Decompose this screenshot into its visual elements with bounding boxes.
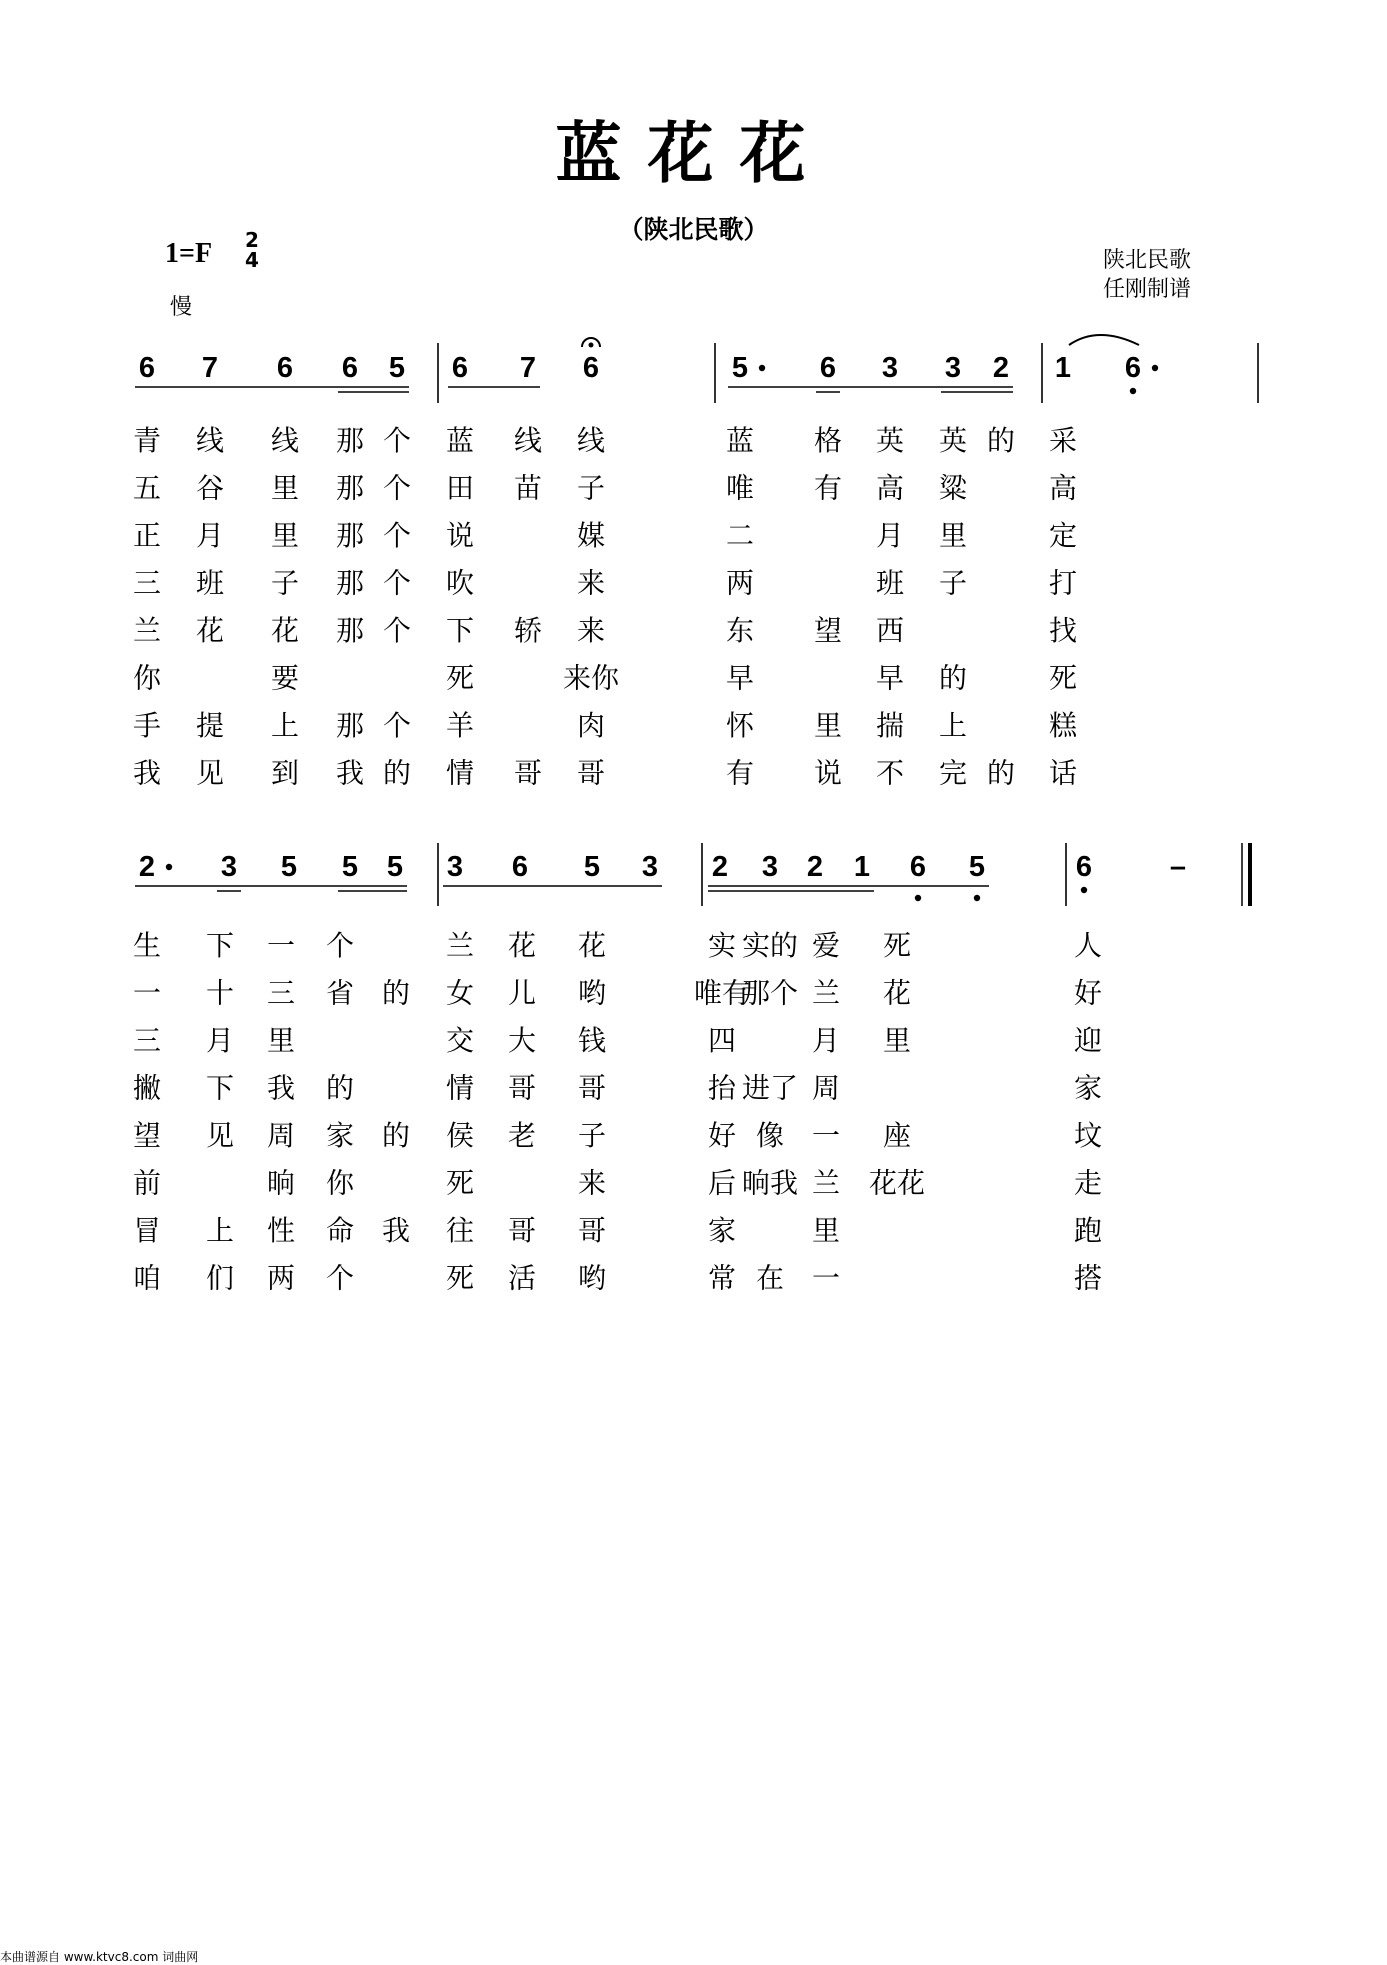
note-digit: –: [1169, 851, 1187, 883]
lyric-syllable: 老: [507, 1119, 537, 1152]
note-digit: 3: [881, 352, 899, 384]
lyric-syllable: 进了: [741, 1071, 799, 1105]
lyric-syllable: 爱: [811, 929, 841, 962]
lyric-syllable: 你: [325, 1166, 355, 1200]
lyric-syllable: 钱: [577, 1024, 607, 1057]
lyric-syllable: 英: [875, 424, 905, 457]
note-digit: 6: [1075, 851, 1093, 883]
lyric-syllable: 谷: [195, 471, 225, 505]
augmentation-dot: [1152, 365, 1158, 371]
lyric-syllable: 来: [576, 614, 606, 647]
lyric-syllable: 我: [266, 1071, 296, 1105]
lyric-syllable: 那: [335, 566, 365, 600]
note-digit: 3: [944, 352, 962, 384]
lyric-syllable: 家: [707, 1214, 737, 1247]
lyric-syllable: 抬: [707, 1071, 737, 1105]
lyric-syllable: 三: [266, 976, 296, 1010]
lyric-syllable: 晌: [266, 1166, 296, 1200]
lyric-syllable: 我: [381, 1214, 411, 1247]
lyric-syllable: 苗: [513, 471, 543, 505]
lyric-syllable: 个: [382, 614, 412, 647]
lyric-syllable: 的: [381, 976, 411, 1010]
lyric-syllable: 兰: [811, 976, 841, 1010]
note-digit: 6: [341, 352, 359, 384]
lyric-syllable: 班: [875, 566, 905, 600]
lyric-syllable: 里: [813, 709, 843, 742]
lyric-syllable: 线: [270, 424, 300, 457]
lyric-syllable: 找: [1048, 614, 1078, 647]
low-octave-dot: [1081, 887, 1087, 893]
lyric-syllable: 高: [875, 471, 905, 505]
lyric-syllable: 正: [132, 519, 162, 552]
lyric-syllable: 人: [1073, 929, 1103, 962]
lyric-syllable: 哥: [507, 1071, 537, 1105]
lyric-syllable: 西: [875, 614, 905, 647]
note-digit: 3: [761, 851, 779, 883]
lyric-syllable: 的: [381, 1119, 411, 1152]
augmentation-dot: [166, 864, 172, 870]
note-digit: 2: [138, 851, 156, 883]
lyric-syllable: 见: [195, 756, 225, 790]
lyric-syllable: 周: [266, 1119, 296, 1152]
lyric-syllable: 望: [813, 614, 843, 647]
lyric-syllable: 望: [132, 1119, 162, 1152]
lyric-syllable: 五: [132, 471, 162, 505]
augmentation-dot: [759, 365, 765, 371]
lyric-syllable: 要: [270, 661, 300, 695]
lyric-syllable: 迎: [1073, 1024, 1103, 1057]
lyric-syllable: 定: [1048, 519, 1078, 552]
lyric-syllable: 兰: [811, 1166, 841, 1200]
lyric-syllable: 下: [205, 1071, 235, 1105]
note-digit: 5: [968, 851, 986, 883]
low-octave-dot: [1130, 388, 1136, 394]
lyric-syllable: 唯有: [693, 976, 751, 1010]
lyric-syllable: 子: [577, 1119, 607, 1152]
lyric-syllable: 大: [507, 1024, 537, 1057]
lyric-syllable: 在: [755, 1261, 785, 1295]
lyric-syllable: 早: [875, 661, 905, 695]
lyric-syllable: 死: [882, 929, 912, 962]
lyric-syllable: 个: [382, 519, 412, 552]
time-signature-top: 2: [245, 228, 259, 252]
lyric-syllable: 那: [335, 709, 365, 742]
lyric-syllable: 线: [513, 424, 543, 457]
lyric-syllable: 花: [270, 614, 300, 647]
lyric-syllable: 下: [205, 929, 235, 962]
lyric-syllable: 肉: [576, 709, 606, 742]
lyric-syllable: 田: [445, 471, 475, 505]
lyric-syllable: 走: [1073, 1166, 1103, 1200]
note-digit: 6: [511, 851, 529, 883]
lyric-syllable: 好: [707, 1119, 737, 1152]
lyric-syllable: 三: [132, 1024, 162, 1057]
lyric-syllable: 一: [266, 929, 296, 962]
lyric-syllable: 的: [382, 756, 412, 790]
source-credit: 陕北民歌: [1103, 248, 1192, 273]
note-digit: 7: [519, 352, 537, 384]
lyric-syllable: 哥: [577, 1214, 607, 1247]
low-octave-dot: [915, 895, 921, 901]
lyric-syllable: 里: [811, 1214, 841, 1247]
lyric-syllable: 搭: [1073, 1261, 1103, 1295]
note-digit: 2: [806, 851, 824, 883]
lyric-syllable: 哥: [513, 756, 543, 790]
time-signature-bottom: 4: [245, 248, 259, 272]
lyric-syllable: 花: [882, 976, 912, 1010]
lyric-syllable: 三: [132, 566, 162, 600]
note-digit: 6: [582, 352, 600, 384]
lyric-syllable: 常: [707, 1261, 737, 1295]
lyric-syllable: 线: [576, 424, 606, 457]
lyric-syllable: 个: [325, 929, 355, 962]
lyric-syllable: 一: [132, 976, 162, 1010]
note-digit: 5: [583, 851, 601, 883]
lyric-syllable: 的: [986, 424, 1016, 457]
lyric-syllable: 花花: [868, 1166, 926, 1200]
lyric-syllable: 上: [938, 709, 968, 742]
lyric-syllable: 下: [445, 614, 475, 647]
lyric-syllable: 吹: [445, 566, 475, 600]
lyric-syllable: 花: [577, 929, 607, 962]
lyric-syllable: 打: [1048, 566, 1078, 600]
lyric-syllable: 糕: [1048, 709, 1078, 742]
lyric-syllable: 班: [195, 566, 225, 600]
lyric-syllable: 格: [813, 424, 843, 457]
lyric-syllable: 东: [725, 614, 755, 647]
lyric-syllable: 死: [1048, 661, 1078, 695]
lyric-syllable: 交: [445, 1024, 475, 1057]
lyric-syllable: 话: [1048, 756, 1078, 790]
lyric-syllable: 撇: [132, 1071, 162, 1105]
lyric-syllable: 个: [382, 424, 412, 457]
note-digit: 6: [451, 352, 469, 384]
lyric-syllable: 个: [325, 1261, 355, 1295]
lyric-syllable: 蓝: [725, 424, 755, 457]
lyric-syllable: 哥: [507, 1214, 537, 1247]
lyric-syllable: 粱: [938, 471, 968, 505]
note-digit: 5: [388, 352, 406, 384]
lyric-syllable: 省: [325, 976, 355, 1010]
note-digit: 5: [341, 851, 359, 883]
lyric-syllable: 哟: [577, 1261, 607, 1295]
lyric-syllable: 不: [875, 756, 905, 790]
lyric-syllable: 采: [1048, 424, 1078, 457]
lyric-syllable: 死: [445, 1261, 475, 1295]
key-signature: 1=F: [165, 238, 213, 269]
lyric-syllable: 座: [882, 1119, 912, 1152]
lyric-syllable: 有: [813, 471, 843, 505]
note-digit: 1: [853, 851, 871, 883]
lyric-syllable: 十: [205, 976, 235, 1010]
lyric-syllable: 月: [195, 519, 225, 552]
lyric-syllable: 生: [132, 929, 162, 962]
lyric-syllable: 子: [938, 566, 968, 600]
lyric-syllable: 家: [1073, 1071, 1103, 1105]
lyric-syllable: 花: [195, 614, 225, 647]
lyric-syllable: 好: [1073, 976, 1103, 1010]
lyric-syllable: 坟: [1073, 1119, 1103, 1152]
lyric-syllable: 来: [577, 1166, 607, 1200]
lyric-syllable: 的: [325, 1071, 355, 1105]
lyric-syllable: 青: [132, 424, 162, 457]
note-digit: 2: [992, 352, 1010, 384]
lyric-syllable: 提: [195, 709, 225, 742]
lyric-syllable: 像: [755, 1119, 785, 1152]
lyric-syllable: 个: [382, 471, 412, 505]
lyric-syllable: 来你: [562, 661, 620, 695]
lyric-syllable: 哥: [576, 756, 606, 790]
lyric-syllable: 四: [707, 1024, 737, 1057]
lyric-syllable: 线: [195, 424, 225, 457]
footer-source-note: 本曲谱源自 www.ktvc8.com 词曲网: [0, 1950, 199, 1964]
lyric-syllable: 前: [132, 1166, 162, 1200]
lyric-syllable: 兰: [132, 614, 162, 647]
lyric-syllable: 晌我: [741, 1166, 799, 1200]
note-digit: 6: [909, 851, 927, 883]
lyric-syllable: 死: [445, 661, 475, 695]
lyric-syllable: 月: [875, 519, 905, 552]
lyric-syllable: 们: [205, 1261, 235, 1295]
lyric-syllable: 那: [335, 471, 365, 505]
song-subtitle: （陕北民歌）: [618, 215, 769, 244]
lyric-syllable: 有: [725, 756, 755, 790]
lyric-syllable: 英: [938, 424, 968, 457]
note-digit: 6: [276, 352, 294, 384]
fermata-dot: [589, 343, 594, 348]
lyric-syllable: 情: [445, 1071, 475, 1105]
lyric-syllable: 实: [707, 929, 737, 962]
lyric-syllable: 唯: [725, 471, 755, 505]
lyric-syllable: 儿: [507, 976, 537, 1010]
lyric-syllable: 高: [1048, 471, 1078, 505]
lyric-syllable: 里: [266, 1024, 296, 1057]
lyric-syllable: 个: [382, 566, 412, 600]
lyric-syllable: 早: [725, 661, 755, 695]
lyric-syllable: 侯: [445, 1119, 475, 1152]
lyric-syllable: 我: [132, 756, 162, 790]
lyric-syllable: 两: [266, 1261, 296, 1295]
note-digit: 3: [220, 851, 238, 883]
song-title: 蓝花花: [555, 114, 832, 192]
lyric-syllable: 上: [270, 709, 300, 742]
lyric-syllable: 实的: [741, 929, 799, 962]
lyric-syllable: 子: [576, 471, 606, 505]
lyric-syllable: 那: [335, 424, 365, 457]
lyric-syllable: 两: [725, 566, 755, 600]
lyric-syllable: 二: [725, 519, 755, 552]
lyric-syllable: 花: [507, 929, 537, 962]
lyric-syllable: 周: [811, 1071, 841, 1105]
note-digit: 7: [201, 352, 219, 384]
note-digit: 1: [1054, 352, 1072, 384]
lyric-syllable: 跑: [1073, 1214, 1103, 1247]
lyric-syllable: 月: [205, 1024, 235, 1057]
lyric-syllable: 来: [576, 566, 606, 600]
lyric-syllable: 蓝: [445, 424, 475, 457]
lyric-syllable: 我: [335, 756, 365, 790]
lyric-syllable: 性: [266, 1214, 296, 1247]
low-octave-dot: [974, 895, 980, 901]
lyric-syllable: 见: [205, 1119, 235, 1152]
lyric-syllable: 里: [270, 471, 300, 505]
lyric-syllable: 怀: [725, 709, 755, 742]
lyric-syllable: 的: [986, 756, 1016, 790]
lyric-syllable: 你: [132, 661, 162, 695]
note-digit: 6: [138, 352, 156, 384]
note-digit: 6: [1124, 352, 1142, 384]
lyric-syllable: 咱: [132, 1261, 162, 1295]
lyric-syllable: 往: [445, 1214, 475, 1247]
lyric-syllable: 家: [325, 1119, 355, 1152]
lyric-syllable: 完: [938, 756, 968, 790]
arranger-credit: 任刚制谱: [1103, 277, 1192, 302]
lyric-syllable: 女: [445, 976, 475, 1010]
lyric-syllable: 死: [445, 1166, 475, 1200]
tie-slur: [1069, 335, 1139, 345]
lyric-syllable: 那: [335, 519, 365, 552]
note-digit: 6: [819, 352, 837, 384]
lyric-syllable: 里: [882, 1024, 912, 1057]
note-digit: 5: [731, 352, 749, 384]
lyric-syllable: 个: [382, 709, 412, 742]
lyric-syllable: 哟: [577, 976, 607, 1010]
lyric-syllable: 到: [270, 756, 300, 790]
lyric-syllable: 月: [811, 1024, 841, 1057]
lyric-syllable: 命: [325, 1214, 355, 1247]
note-digit: 2: [711, 851, 729, 883]
note-digit: 5: [386, 851, 404, 883]
lyric-syllable: 羊: [445, 709, 475, 742]
lyric-syllable: 说: [813, 756, 843, 790]
lyric-syllable: 一: [811, 1119, 841, 1152]
lyric-syllable: 活: [507, 1261, 537, 1295]
lyric-syllable: 的: [938, 661, 968, 695]
lyric-syllable: 媒: [576, 519, 606, 552]
lyric-syllable: 兰: [445, 929, 475, 962]
lyric-syllable: 揣: [875, 709, 905, 742]
lyric-syllable: 说: [445, 519, 475, 552]
lyric-syllable: 冒: [132, 1214, 162, 1247]
lyric-syllable: 那: [335, 614, 365, 647]
lyric-syllable: 手: [132, 709, 162, 742]
lyric-syllable: 情: [445, 756, 475, 790]
lyric-syllable: 里: [270, 519, 300, 552]
lyric-syllable: 轿: [513, 614, 543, 647]
lyric-syllable: 哥: [577, 1071, 607, 1105]
tempo-marking: 慢: [170, 295, 193, 320]
lyric-syllable: 里: [938, 519, 968, 552]
note-digit: 5: [280, 851, 298, 883]
lyric-syllable: 子: [270, 566, 300, 600]
lyric-syllable: 上: [205, 1214, 235, 1247]
lyric-syllable: 一: [811, 1261, 841, 1295]
note-digit: 3: [641, 851, 659, 883]
lyric-syllable: 后: [707, 1166, 737, 1200]
lyric-syllable: 那个: [741, 976, 799, 1010]
note-digit: 3: [446, 851, 464, 883]
